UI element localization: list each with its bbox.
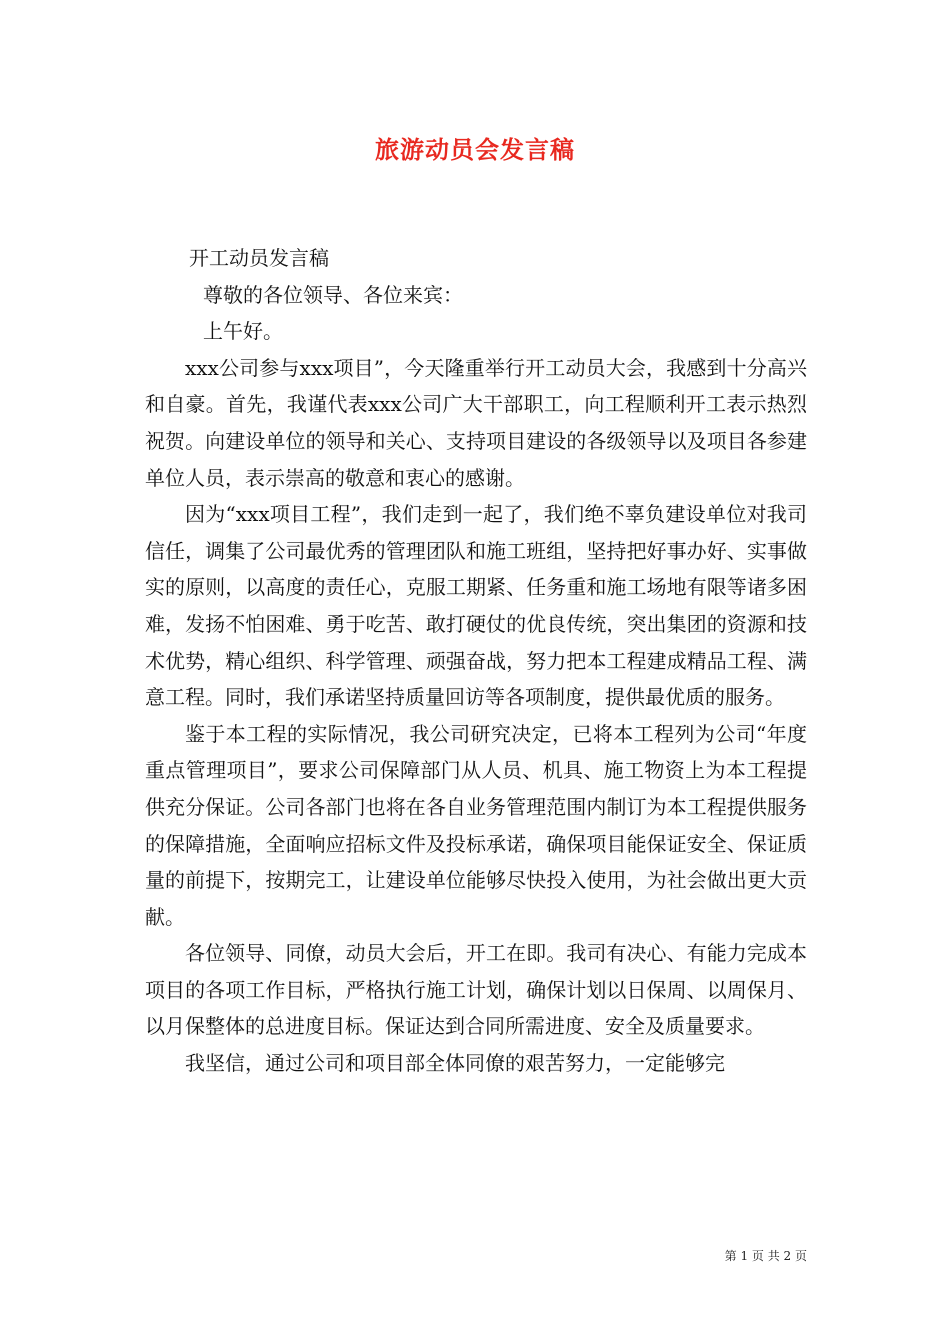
paragraph: xxx公司参与xxx项目”，今天隆重举行开工动员大会，我感到十分高兴和自豪。首先，我谨代表xxx公司广大干部职工，向工程顺利开工表示热烈祝贺。向建设单位的领导和关心、支持项目建设的各级领导以及项目各参建单位人员，表示崇高的敬意和衷心的感谢。	[145, 355, 807, 490]
paragraph: 因为“xxx项目工程”，我们走到一起了，我们绝不辜负建设单位对我司信任，调集了公司最优秀的管理团队和施工班组，坚持把好事办好、实事做实的原则，以高度的责任心，克服工期紧、任务重和施工场地有限等诸多困难，发扬不怕困难、勇于吃苦、敢打硬仗的优良传统，突出集团的资源和技术优势，精心组织、科学管理、顽强奋战，努力把本工程建成精品工程、满意工程。同时，我们承诺坚持质量回访等各项制度，提供最优质的服务。	[145, 502, 807, 710]
paragraph: 鉴于本工程的实际情况，我公司研究决定，已将本工程列为公司“年度重点管理项目”，要求公司保障部门从人员、机具、施工物资上为本工程提供充分保证。公司各部门也将在各自业务管理范围内制订为本工程提供服务的保障措施，全面响应招标文件及投标承诺，确保项目能保证安全、保证质量的前提下，按期完工，让建设单位能够尽快投入使用，为社会做出更大贡献。	[145, 721, 807, 929]
page-number: 第 1 页 共 2 页	[724, 1249, 807, 1263]
document-title: 旅游动员会发言稿	[375, 135, 575, 164]
document-subtitle: 开工动员发言稿	[189, 246, 329, 270]
paragraph: 我坚信，通过公司和项目部全体同僚的艰苦努力，一定能够完	[185, 1051, 725, 1076]
salutation: 尊敬的各位领导、各位来宾：	[203, 282, 463, 307]
greeting: 上午好。	[203, 319, 283, 344]
paragraph: 各位领导、同僚，动员大会后，开工在即。我司有决心、有能力完成本项目的各项工作目标，严格执行施工计划，确保计划以日保周、以周保月、以月保整体的总进度目标。保证达到合同所需进度、安全及质量要求。	[145, 941, 807, 1039]
document-body	[145, 240, 807, 1082]
